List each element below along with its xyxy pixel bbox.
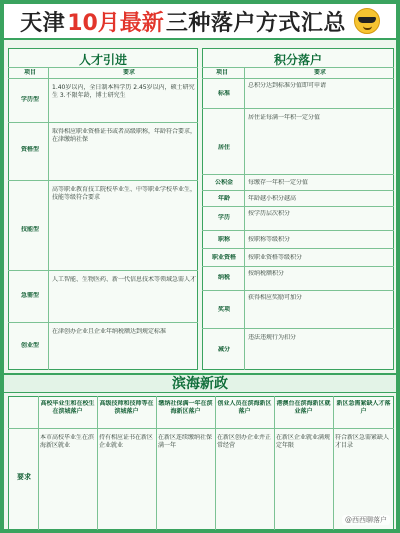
binhai-detail: 在新区企业就业满规定年限 xyxy=(276,434,331,449)
binhai-col-header: 创业人员在滨海新区落户 xyxy=(217,400,272,415)
talent-row-name: 急需型 xyxy=(20,292,39,299)
points-row-name: 标准 xyxy=(217,90,230,97)
binhai-col-header: 高校毕业生和在校生在滨城落户 xyxy=(40,400,95,415)
points-heading: 积分落户 xyxy=(273,53,322,67)
points-row-name: 职称 xyxy=(217,236,230,243)
talent-row-req: 1.40岁以内，全日制本科学历 2.45岁以内，硕士研究生 3.不限年龄，博士研究生 xyxy=(52,84,195,99)
talent-row-name: 资格型 xyxy=(20,146,39,153)
talent-row-req: 在津创办企业且企业年纳税额达到规定标准 xyxy=(52,328,167,335)
talent-row-name: 创业型 xyxy=(20,342,39,349)
points-row-name: 职业资格 xyxy=(211,254,236,261)
points-row-name: 纳税 xyxy=(217,274,230,281)
points-row-req: 按职业资格等级积分 xyxy=(248,254,303,261)
talent-col-project: 项目 xyxy=(23,69,36,76)
binhai-banner: 滨海新政 xyxy=(4,373,396,393)
title-part2: 10月最新 xyxy=(67,10,164,36)
watermark: @西西聊落户 xyxy=(342,515,390,525)
talent-heading: 人才引进 xyxy=(78,53,127,67)
points-col-requirement: 要求 xyxy=(313,69,326,76)
points-row-req: 按学历层次积分 xyxy=(248,210,291,217)
binhai-col-header: 港澳台在滨海新区就业落户 xyxy=(276,400,331,415)
points-row-req: 总积分达到标准分值即可申请 xyxy=(248,82,327,89)
points-row-name: 奖项 xyxy=(217,306,230,313)
talent-row-req: 人工智能、生物医药、新一代信息技术等领域急需人才 xyxy=(52,276,196,283)
points-col-project: 项目 xyxy=(215,69,228,76)
title-part3: 三种落户方式汇总 xyxy=(165,10,346,36)
points-row-req: 违法违规行为扣分 xyxy=(248,334,297,341)
talent-row-name: 学历型 xyxy=(20,96,39,103)
points-row-name: 年龄 xyxy=(217,195,230,202)
points-row-name: 公积金 xyxy=(214,179,233,186)
binhai-row-label: 要求 xyxy=(17,473,31,481)
binhai-detail: 符合新区急需紧缺人才目录 xyxy=(335,434,390,449)
binhai-col-header: 缴纳社保满一年在滨海新区落户 xyxy=(158,400,213,415)
talent-row-name: 技能型 xyxy=(20,226,39,233)
sunglasses-emoji-icon xyxy=(354,8,380,34)
binhai-detail: 在新区连续缴纳社保满一年 xyxy=(158,434,213,449)
points-row-req: 获得相应奖励可加分 xyxy=(248,294,303,301)
binhai-detail: 持有相应证书在新区企业就业 xyxy=(99,434,154,449)
talent-row-req: 高等职业教育技工院校毕业生、中等职业学校毕业生，技能等级符合要求 xyxy=(52,186,196,201)
binhai-col-header: 新区急需紧缺人才落户 xyxy=(336,400,391,415)
points-row-req: 年龄越小积分越高 xyxy=(248,195,297,202)
binhai-detail: 本市高校毕业生在滨海新区就业 xyxy=(40,434,95,449)
points-row-req: 按纳税额积分 xyxy=(248,270,285,277)
points-row-req: 按职称等级积分 xyxy=(248,236,291,243)
talent-row-req: 取得相应职业资格证书或者高级职称，年龄符合要求，在津缴纳社保 xyxy=(52,128,196,143)
talent-col-requirement: 要求 xyxy=(122,69,135,76)
points-row-name: 减分 xyxy=(217,346,230,353)
points-row-name: 学历 xyxy=(217,214,230,221)
points-row-req: 居住证每满一年积一定分值 xyxy=(248,114,321,121)
binhai-col-header: 高级技师和技师等在滨城落户 xyxy=(99,400,154,415)
points-row-req: 每缴存一年积一定分值 xyxy=(248,179,309,186)
title-part1: 天津 xyxy=(20,10,66,36)
points-row-name: 居住 xyxy=(217,144,230,151)
binhai-detail: 在新区创办企业并正常经营 xyxy=(217,434,272,449)
page-title xyxy=(4,4,396,40)
